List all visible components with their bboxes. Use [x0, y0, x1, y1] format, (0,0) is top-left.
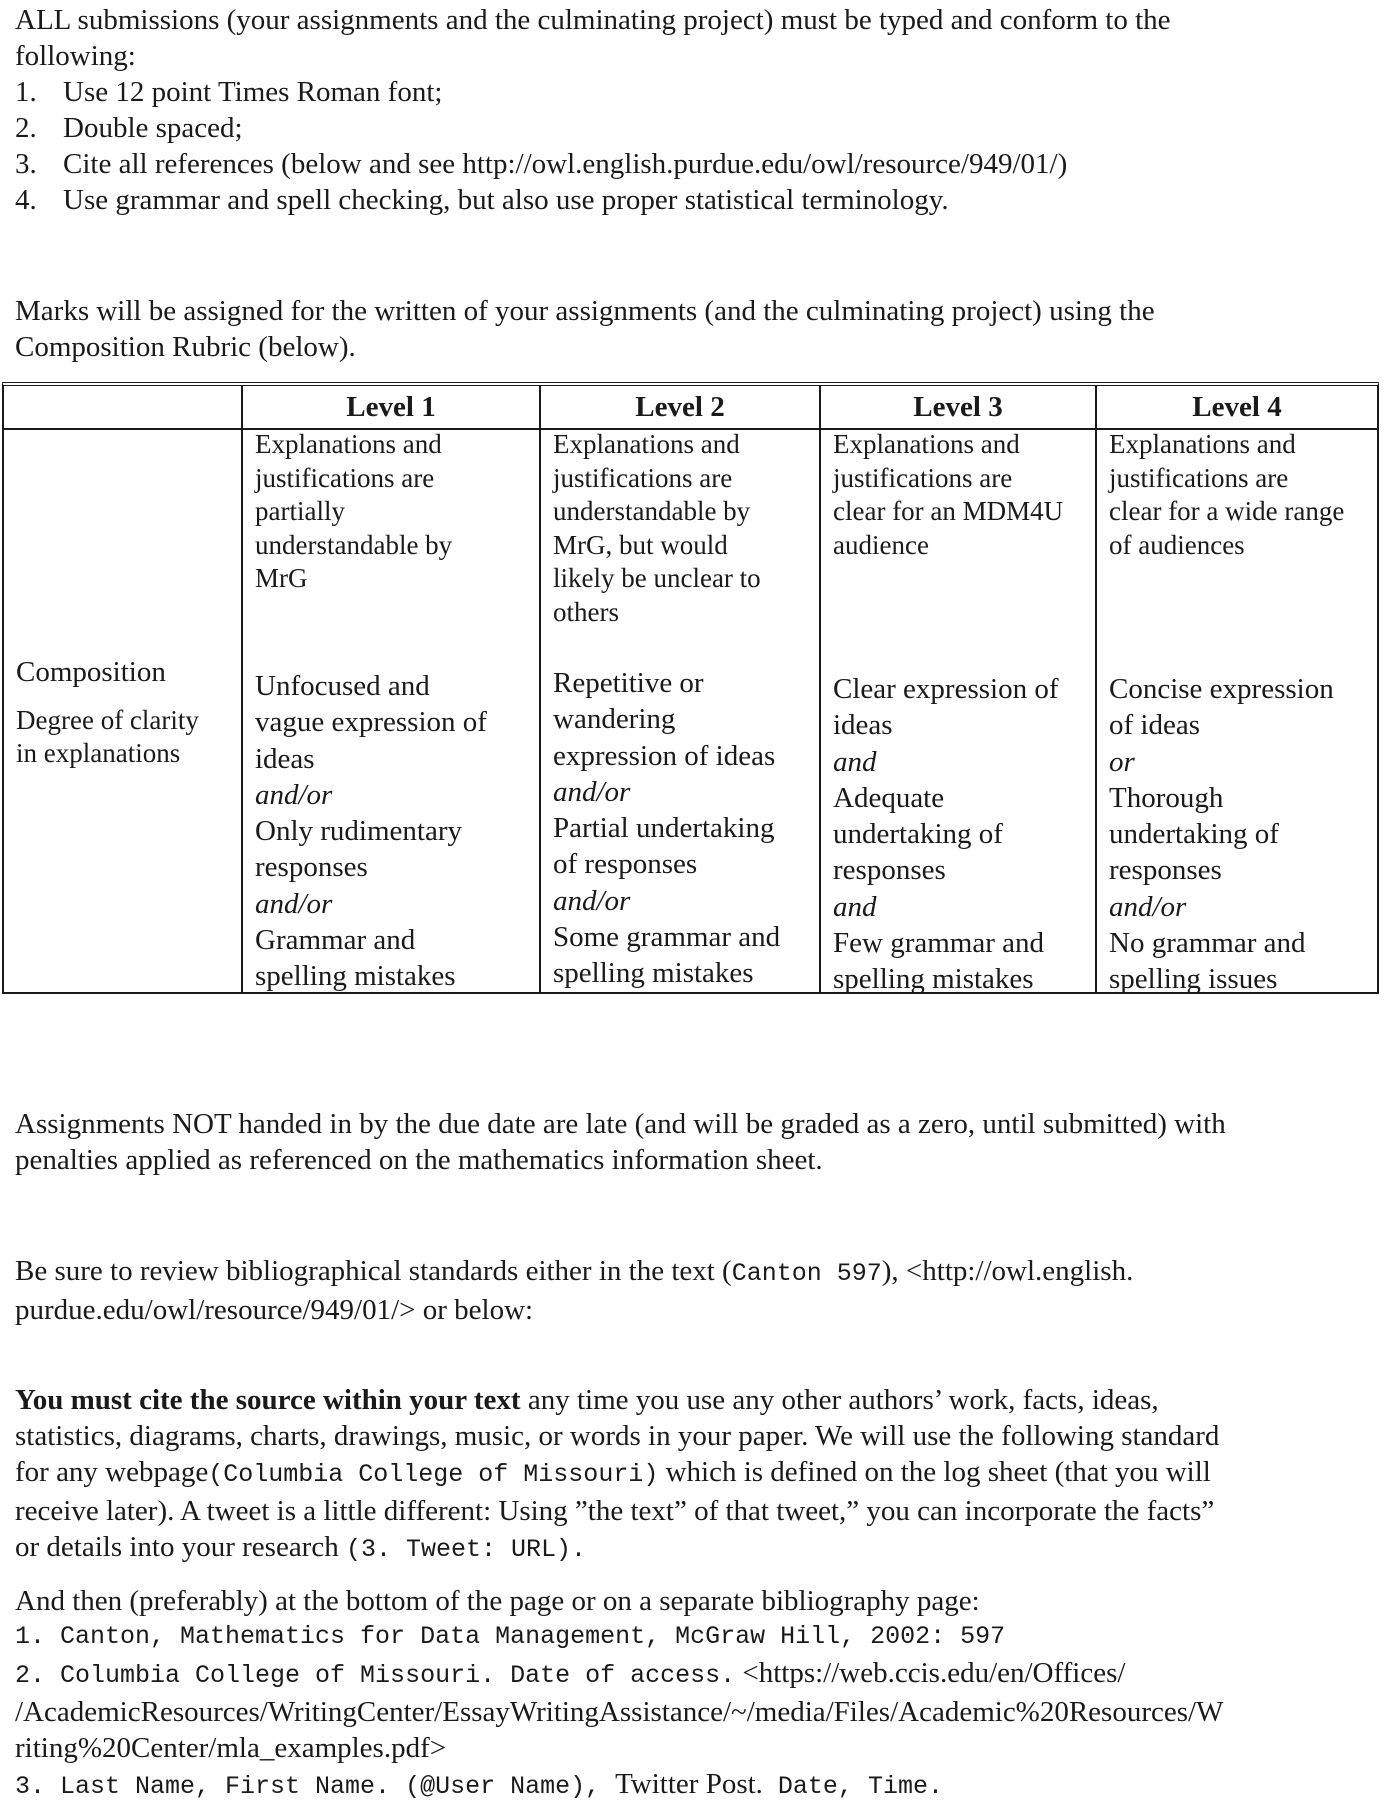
composition-rubric-table: [2, 382, 1379, 994]
late-policy-paragraph: Assignments NOT handed in by the due date are late (and will be graded as a zero, until submitted) with penalties applied as referenced on the mathematics information sheet.: [15, 1108, 1226, 1176]
requirement-item: 2. Double spaced;: [15, 112, 243, 144]
level-1-descriptor: Explanations and justifications are partially understandable by MrG: [255, 429, 453, 593]
column-divider: [819, 386, 821, 992]
bibliography-intro: And then (preferably) at the bottom of the page or on a separate bibliography page:: [15, 1585, 980, 1617]
requirement-item: 4. Use grammar and spell checking, but also use proper statistical terminology.: [15, 184, 949, 216]
level-1-performance: Unfocused and vague expression of ideas and/or Only rudimentary responses and/or Grammar and spelling mistakes: [255, 670, 487, 993]
bibliography-review-paragraph: Be sure to review bibliographical standards either in the text (Canton 597), <http://owl.english. purdue.edu/owl/resource/949/01/> or below:: [15, 1255, 1134, 1326]
level-4-descriptor: Explanations and justifications are clear for a wide range of audiences: [1109, 429, 1345, 560]
bibliography-entry: 2. Columbia College of Missouri. Date of access. <https://web.ccis.edu/en/Offices/: [15, 1657, 1126, 1690]
citation-emphasis: You must cite the source within your text: [15, 1384, 521, 1416]
criterion-description: Degree of clarity in explanations: [16, 705, 199, 768]
level-3-performance: Clear expression of ideas and Adequate undertaking of responses and Few grammar and spelling mistakes: [833, 673, 1059, 996]
requirements-intro: ALL submissions (your assignments and the culminating project) must be typed and conform to the following:: [15, 4, 1171, 72]
criterion-title: Composition: [16, 656, 166, 688]
level-2-header: Level 2: [635, 391, 725, 423]
level-1-header: Level 1: [346, 391, 436, 423]
citation-paragraph: You must cite the source within your text any time you use any other authors’ work, facts, ideas, statistics, diagrams, charts, drawings, music, or words in your paper. We will use the following standard for any webpage(Columbia College of Missouri) which is defined on the log sheet (that you will receive later). A tweet is a little different: Using ”the text” of that tweet,” you can incorporate the facts” or details into your research (3. Tweet: URL).: [15, 1384, 1220, 1564]
level-4-performance: Concise expression of ideas or Thorough undertaking of responses and/or No grammar and spelling issues: [1109, 673, 1334, 996]
bibliography-section: And then (preferably) at the bottom of the page or on a separate bibliography page: 1. Canton, Mathematics for Data Management, McGraw Hill, 2002: 597 2. Columbia College of Missouri. Date of access. <https://web.ccis.edu/en/Offices/ /AcademicResources/WritingCenter/EssayWritingAssistance/~/media/Files/Academic%20Resources/W riting%20Center/mla_examples.pdf> 3. Last Name, First Name. (@User Name), Twitter Post. Date, Time.: [15, 1583, 1370, 1805]
level-4-header: Level 4: [1192, 391, 1282, 423]
column-divider: [1095, 386, 1097, 992]
column-divider: [539, 386, 541, 992]
requirements-section: [15, 2, 1370, 218]
requirement-item: 3. Cite all references (below and see http://owl.english.purdue.edu/owl/resource/949/01/): [15, 148, 1068, 180]
bibliography-entry: 3. Last Name, First Name. (@User Name), Twitter Post. Date, Time.: [15, 1768, 943, 1801]
requirement-item: 1. Use 12 point Times Roman font;: [15, 76, 443, 108]
level-2-descriptor: Explanations and justifications are understandable by MrG, but would likely be unclear to others: [553, 429, 761, 627]
column-divider: [241, 386, 243, 992]
marks-paragraph: Marks will be assigned for the written of your assignments (and the culminating project) using the Composition Rubric (below).: [15, 295, 1155, 363]
requirements-list: [15, 74, 1370, 218]
level-3-header: Level 3: [913, 391, 1003, 423]
level-2-performance: Repetitive or wandering expression of ideas and/or Partial undertaking of responses and/or Some grammar and spelling mistakes: [553, 667, 781, 990]
bibliography-entry: 1. Canton, Mathematics for Data Management, McGraw Hill, 2002: 597: [15, 1622, 1006, 1651]
level-3-descriptor: Explanations and justifications are clear for an MDM4U audience: [833, 429, 1064, 560]
